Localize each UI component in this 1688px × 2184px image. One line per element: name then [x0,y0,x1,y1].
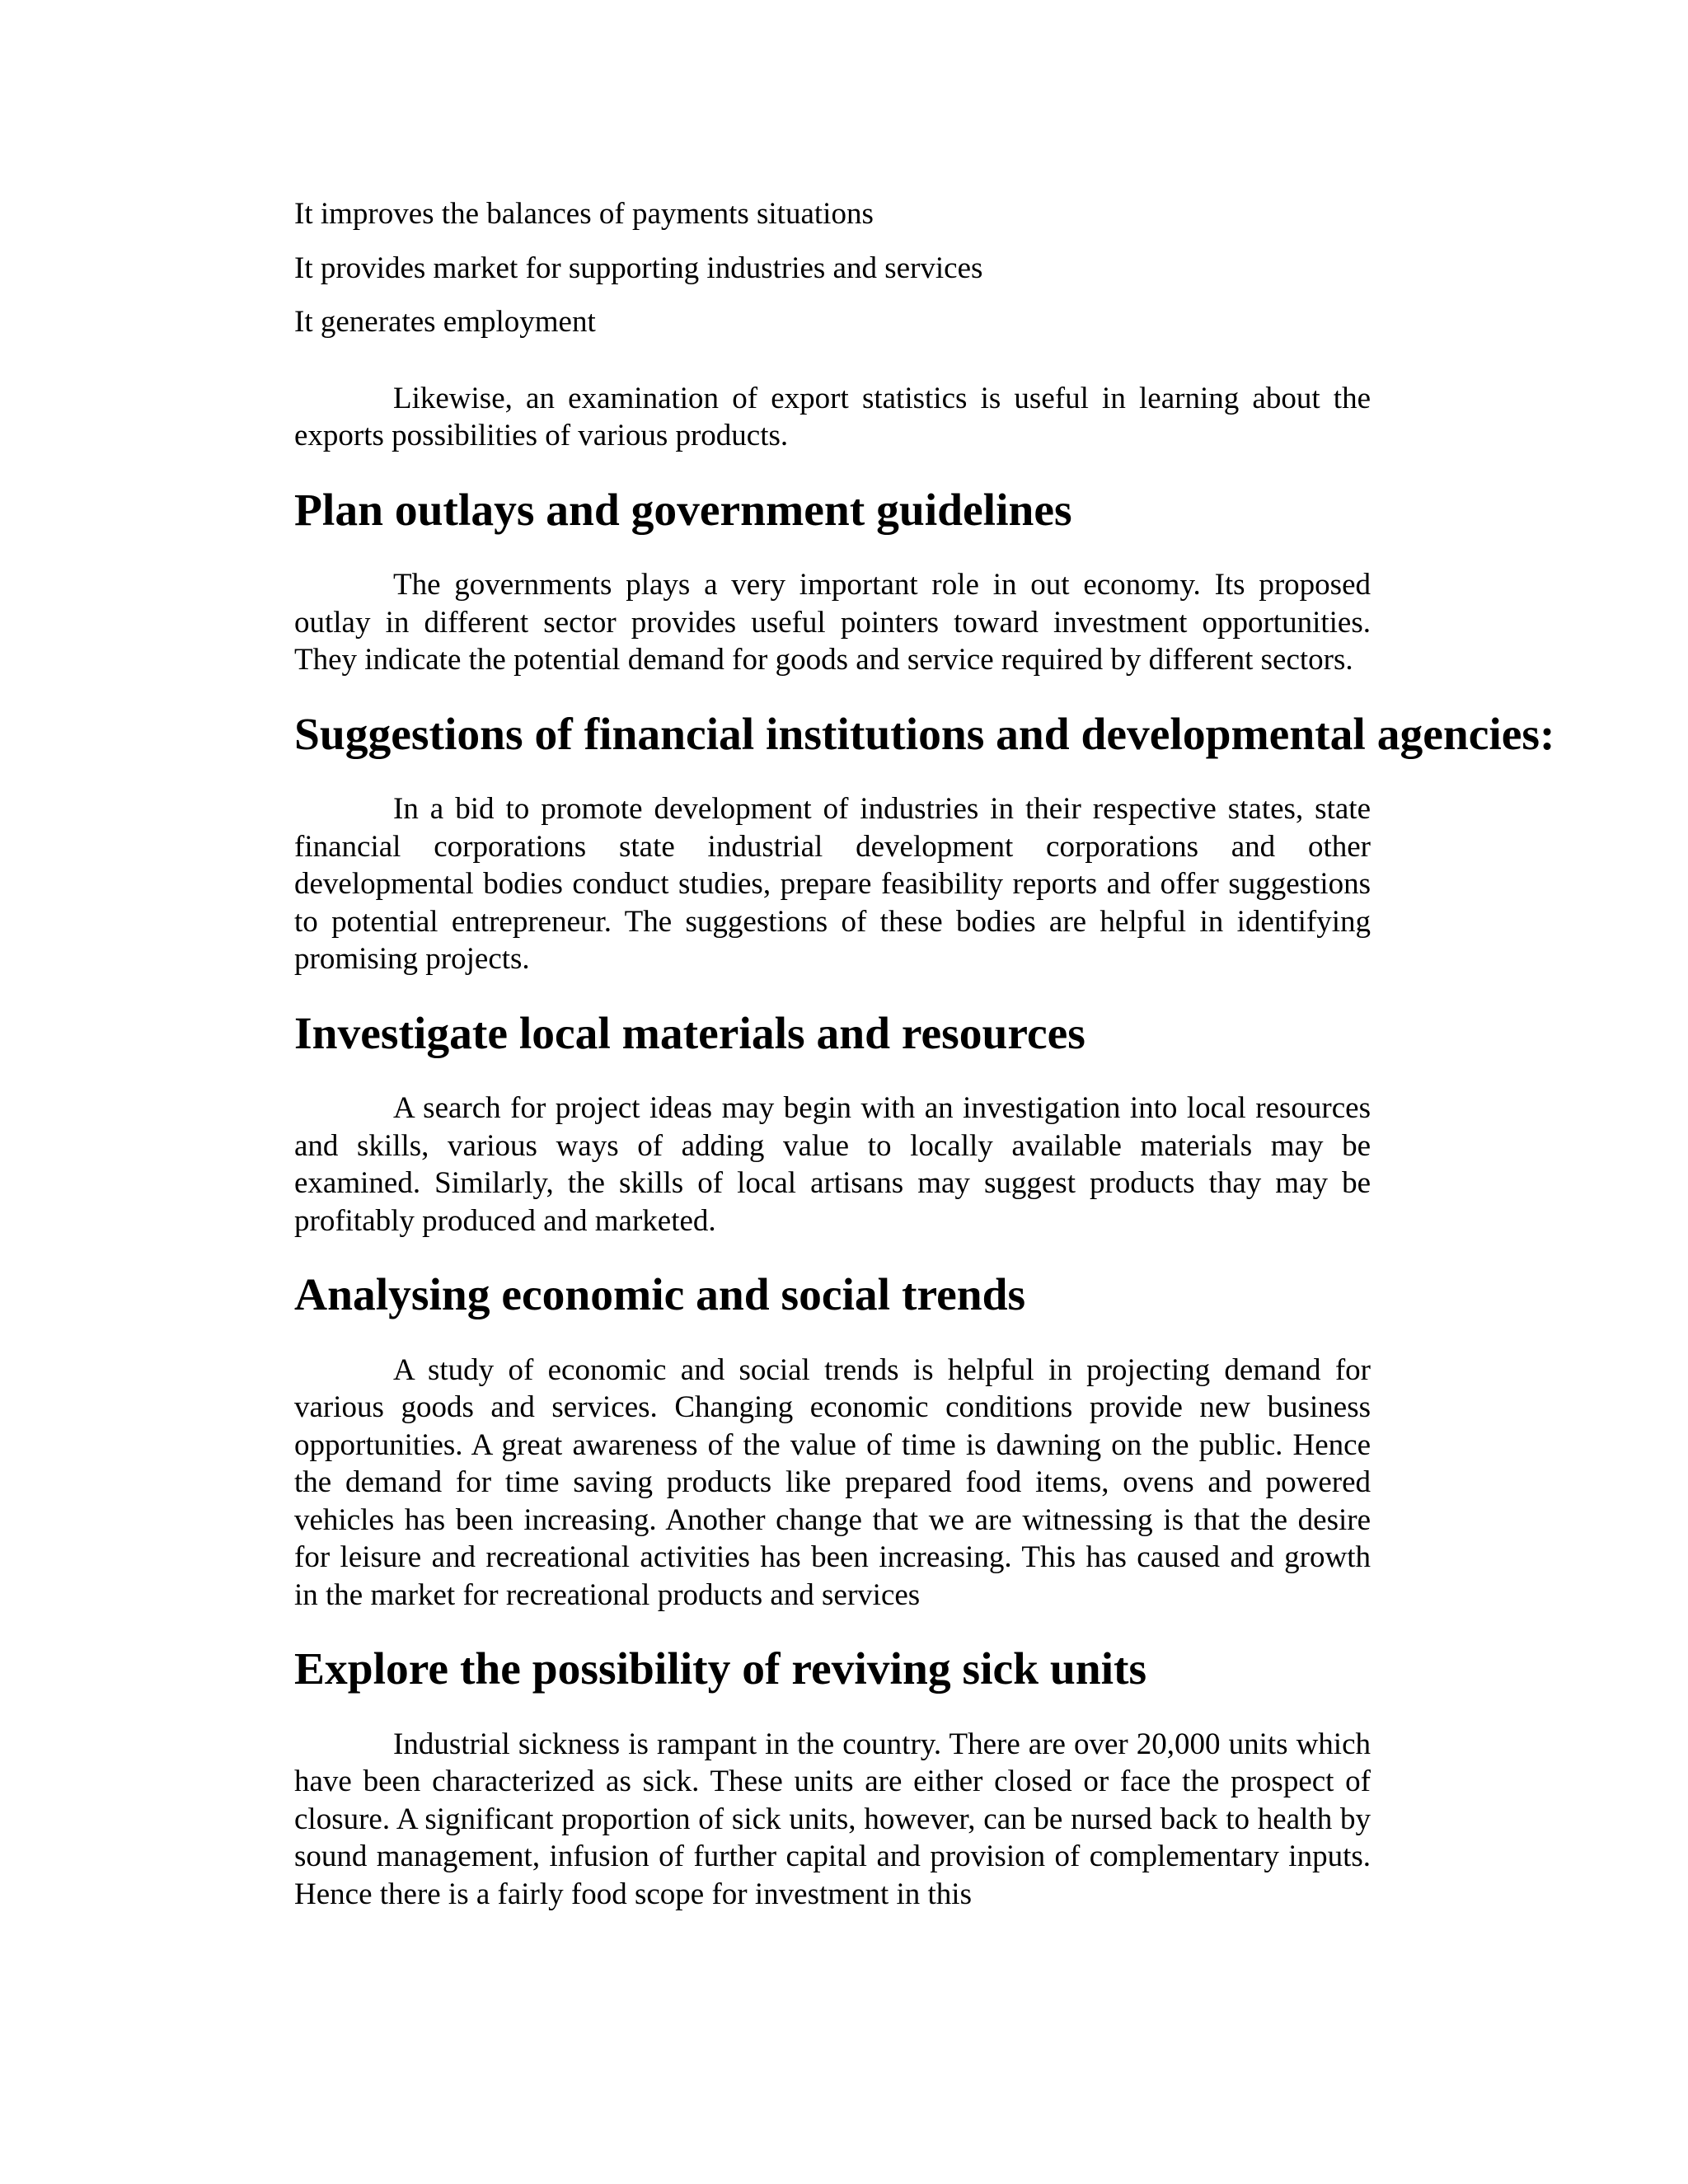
section-heading: Plan outlays and government guidelines [294,485,1072,536]
benefit-line: It provides market for supporting industries and services [294,251,983,285]
document-page [294,195,1555,1913]
section-paragraph: A search for project ideas may begin with an investigation into local resources and skills, various ways of adding value to locally available materials may be examined. Similarly, the skills of local artisans may suggest products thay may be profitably produced and marketed. [294,1091,1371,1238]
benefit-line: It generates employment [294,305,596,339]
section-paragraph: A study of economic and social trends is helpful in projecting demand for various goods and services. Changing economic conditions provide new business opportunities. A great awareness of the value of time is dawning on the public. Hence the demand for time saving products like prepared food items, ovens and powered vehicles has been increasing. Another change that we are witnessing is that the desire for leisure and recreational activities has been increasing. This has caused and growth in the market for recreational products and services [294,1352,1371,1612]
section-paragraph: Industrial sickness is rampant in the country. There are over 20,000 units which have been characterized as sick. These units are either closed or face the prospect of closure. A significant proportion of sick units, however, can be nursed back to health by sound management, infusion of further capital and provision of complementary inputs. Hence there is a fairly food scope for investment in this [294,1727,1371,1911]
section-heading: Suggestions of financial institutions and developmental agencies: [294,709,1555,760]
section-heading: Analysing economic and social trends [294,1270,1026,1320]
intro-paragraph: Likewise, an examination of export statistics is useful in learning about the exports possibilities of various products. [294,381,1371,452]
section-heading: Investigate local materials and resources [294,1008,1085,1059]
benefit-line: It improves the balances of payments situations [294,197,874,231]
section-heading: Explore the possibility of reviving sick units [294,1644,1147,1694]
section-paragraph: The governments plays a very important role in out economy. Its proposed outlay in different sector provides useful pointers toward investment opportunities. They indicate the potential demand for goods and service required by different sectors. [294,568,1371,677]
section-paragraph: In a bid to promote development of industries in their respective states, state financial corporations state industrial development corporations and other developmental bodies conduct studies, prepare feasibility reports and offer suggestions to potential entrepreneur. The suggestions of these bodies are helpful in identifying promising projects. [294,792,1371,976]
